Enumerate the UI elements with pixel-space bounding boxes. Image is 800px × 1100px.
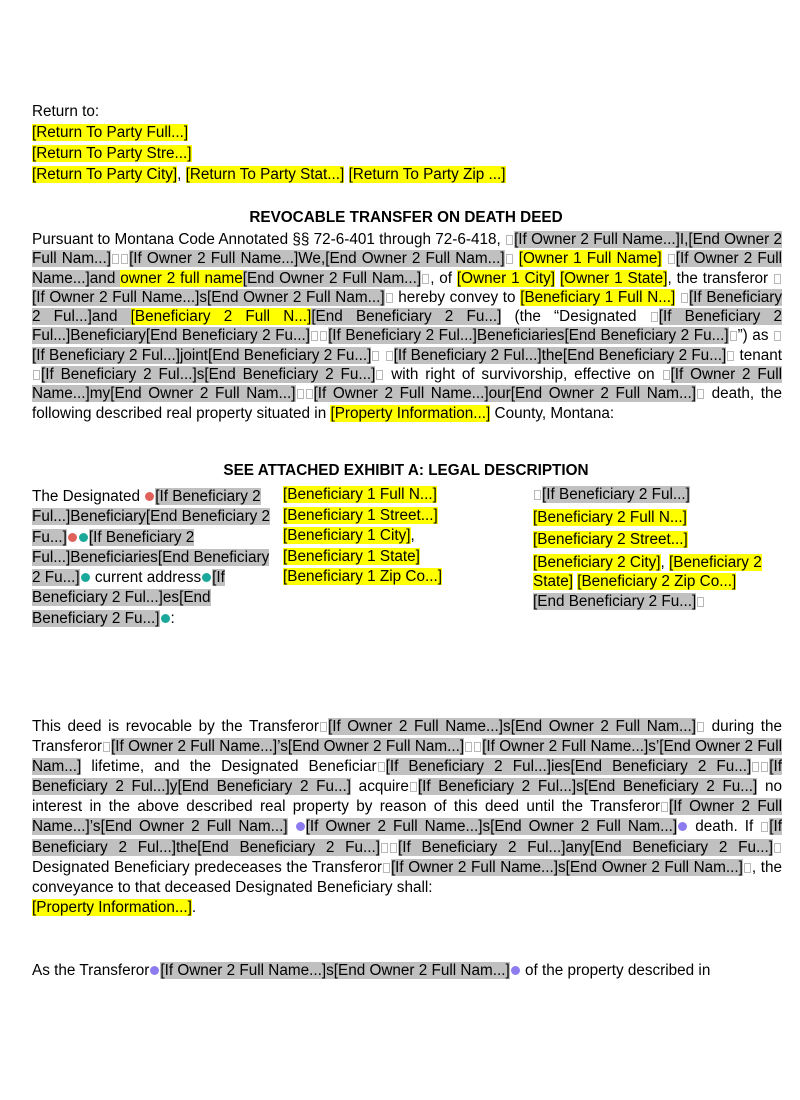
field-marker-icon	[320, 331, 327, 341]
beneficiary1-city-field[interactable]: [Beneficiary 1 City]	[283, 527, 411, 544]
field-dot-icon	[79, 533, 88, 542]
beneficiary2-conditional-field[interactable]: [If Beneficiary 2 Ful...]Beneficiary[End Beneficiary 2 Fu...]	[32, 308, 783, 345]
owner2-conditional-field[interactable]: [If Owner 2 Full Name...]s[End Owner 2 Full Nam...]	[305, 818, 678, 836]
owner2-conditional-field[interactable]: [If Owner 2 Full Name...]s[End Owner 2 Full Nam...]	[32, 288, 385, 306]
field-marker-icon	[744, 863, 751, 873]
owner1-name-field[interactable]: [Owner 1 Full Name]	[518, 250, 662, 268]
beneficiary1-zip-field[interactable]: [Beneficiary 1 Zip Co...]	[283, 568, 442, 585]
owner1-state-field[interactable]: [Owner 1 State]	[559, 269, 668, 287]
owner2-conditional-field[interactable]: [If Owner 2 Full Name...]s[End Owner 2 Full Nam...]	[390, 858, 743, 876]
field-marker-icon	[386, 293, 393, 303]
field-marker-icon	[465, 742, 472, 752]
text: ”) as	[737, 327, 774, 345]
owner1-city-field[interactable]: [Owner 1 City]	[456, 269, 556, 287]
field-marker-icon	[386, 351, 393, 361]
separator: ,	[660, 553, 670, 571]
field-dot-icon	[511, 966, 520, 975]
text: This deed is revocable by the Transferor	[32, 718, 319, 735]
beneficiary2-conditional-field[interactable]: [If Beneficiary 2 Ful...]y[End Beneficiary 2 Fu...]	[32, 758, 782, 796]
field-marker-icon	[727, 351, 734, 361]
exhibit-heading: SEE ATTACHED EXHIBIT A: LEGAL DESCRIPTION	[223, 462, 589, 479]
field-marker-icon	[103, 742, 110, 752]
field-dot-icon	[150, 966, 159, 975]
beneficiary2-zip-field[interactable]: [Beneficiary 2 Zip Co...]	[577, 573, 737, 590]
beneficiary2-name-field[interactable]: [Beneficiary 2 Full N...]	[533, 508, 687, 526]
beneficiary2-conditional-field[interactable]: [If Beneficiary 2 Ful...]and	[32, 288, 783, 326]
designated-beneficiary-label	[32, 487, 277, 629]
field-marker-icon	[774, 274, 781, 284]
field-dot-icon	[145, 492, 154, 501]
transferor-paragraph	[32, 961, 782, 980]
beneficiary2-street-field[interactable]: [Beneficiary 2 Street...]	[533, 531, 688, 548]
beneficiary2-address-block	[533, 485, 783, 612]
text: The Designated	[32, 488, 145, 505]
field-marker-icon	[33, 370, 40, 380]
text: (the “Designated	[501, 308, 650, 326]
text: no interest in the above described real property by reason of this deed until the Transferor	[32, 778, 782, 816]
beneficiary2-conditional-field[interactable]: [If Beneficiary 2 Ful...]Beneficiary[End Beneficiary 2 Fu...]	[32, 488, 271, 546]
field-marker-icon	[681, 293, 688, 303]
owner2-conditional-field[interactable]: [If Owner 2 Full Name...]’s[End Owner 2 Full Nam...]	[111, 738, 465, 756]
return-party-state-field[interactable]: [Return To Party Stat...]	[185, 166, 345, 183]
field-marker-icon	[534, 490, 541, 500]
beneficiary2-conditional-field[interactable]: [If Beneficiary 2 Ful...]	[542, 486, 690, 503]
field-marker-icon	[697, 597, 704, 607]
text: death. If	[688, 818, 761, 836]
field-marker-icon	[774, 843, 781, 853]
property-information-field[interactable]: [Property Information...]	[330, 404, 491, 422]
field-marker-icon	[506, 235, 513, 245]
field-dot-icon	[296, 822, 305, 831]
separator: ,	[410, 527, 415, 544]
beneficiary1-state-field[interactable]: [Beneficiary 1 State]	[283, 547, 420, 565]
owner2-conditional-field[interactable]: [If Owner 2 Full Name...]I,[End Owner 2 Full Nam...]	[32, 231, 782, 268]
field-marker-icon	[474, 742, 481, 752]
text: lifetime, and the Designated Beneficiar	[81, 758, 377, 776]
beneficiary2-conditional-field[interactable]: [If Beneficiary 2 Ful...]Beneficiaries[End Beneficiary 2 Fu...]	[32, 528, 270, 587]
field-marker-icon	[297, 389, 304, 399]
beneficiary1-name-field[interactable]: [Beneficiary 1 Full N...]	[283, 486, 437, 503]
return-party-street-field[interactable]: [Return To Party Stre...]	[32, 145, 192, 162]
field-marker-icon	[410, 782, 417, 792]
return-party-zip-field[interactable]: [Return To Party Zip ...]	[348, 166, 506, 183]
return-to-block	[32, 101, 506, 185]
field-marker-icon	[761, 822, 768, 832]
text: , of	[430, 269, 457, 287]
text: , the transferor	[667, 269, 774, 287]
text: .	[191, 898, 197, 916]
text: As the Transferor	[32, 962, 150, 979]
beneficiary2-conditional-field[interactable]: [If Beneficiary 2 Ful...]the[End Beneficiary 2 Fu...]	[32, 818, 783, 856]
field-marker-icon	[651, 312, 658, 322]
revocability-paragraph	[32, 717, 782, 918]
return-party-name-field[interactable]: [Return To Party Full...]	[32, 124, 189, 141]
beneficiary2-conditional-field[interactable]: [If Beneficiary 2 Ful...]ies[End Beneficiary 2 Fu...]	[385, 758, 752, 776]
beneficiary1-address-block	[283, 485, 523, 588]
field-dot-icon	[68, 533, 77, 542]
field-marker-icon	[752, 762, 759, 772]
beneficiary2-conditional-field[interactable]: [If Beneficiary 2 Ful...]Beneficiaries[End Beneficiary 2 Fu...]	[328, 327, 729, 345]
field-marker-icon	[372, 351, 379, 361]
beneficiary2-conditional-field[interactable]: [End Beneficiary 2 Fu...]	[533, 592, 697, 610]
property-information-field[interactable]: [Property Information...]	[32, 898, 192, 916]
field-marker-icon	[112, 254, 119, 264]
owner2-conditional-field[interactable]: [If Owner 2 Full Name...]s[End Owner 2 Full Nam...]	[160, 962, 510, 979]
field-marker-icon	[422, 274, 429, 284]
beneficiary2-state-field[interactable]: [Beneficiary 2 State]	[533, 553, 762, 590]
field-marker-icon	[378, 762, 385, 772]
text: hereby convey to	[393, 288, 521, 306]
field-marker-icon	[506, 254, 513, 264]
beneficiary2-conditional-field[interactable]: [If Beneficiary 2 Ful...]the[End Beneficiary 2 Fu...]	[393, 346, 727, 364]
text: tenant	[735, 346, 783, 364]
text: , the conveyance to that deceased Designated Beneficiary shall:	[32, 858, 783, 896]
field-marker-icon	[320, 722, 327, 732]
field-marker-icon	[306, 389, 313, 399]
text: :	[170, 609, 175, 627]
field-dot-icon	[202, 573, 211, 582]
text: current address	[90, 569, 202, 587]
field-marker-icon	[668, 254, 675, 264]
beneficiary1-street-field[interactable]: [Beneficiary 1 Street...]	[283, 506, 438, 524]
beneficiary2-conditional-field[interactable]: [If Beneficiary 2 Ful...]any[End Beneficiary 2 Fu...]	[398, 838, 773, 856]
text: Designated Beneficiary predeceases the Transferor	[32, 858, 382, 876]
text: during the Transferor	[32, 718, 782, 756]
beneficiary2-conditional-field[interactable]: [If Beneficiary 2 Ful...]es[End Beneficiary 2 Fu...]	[32, 569, 225, 627]
beneficiary2-conditional-field[interactable]: [End Beneficiary 2 Fu...]	[311, 308, 502, 326]
beneficiary2-city-field[interactable]: [Beneficiary 2 City]	[533, 553, 661, 571]
field-marker-icon	[381, 843, 388, 853]
field-dot-icon	[81, 573, 90, 582]
text: with right of survivorship, effective on	[384, 366, 662, 384]
text: acquire	[351, 778, 409, 796]
field-marker-icon	[697, 389, 704, 399]
owner2-conditional-field[interactable]: [If Owner 2 Full Name...]our[End Owner 2 Full Nam...]	[313, 385, 697, 403]
beneficiary2-name-field[interactable]: [Beneficiary 2 Full N...]	[130, 308, 312, 326]
beneficiary2-conditional-field[interactable]: [If Beneficiary 2 Ful...]joint[End Beneficiary 2 Fu...]	[32, 346, 372, 364]
owner2-conditional-field[interactable]: [If Owner 2 Full Name...]We,[End Owner 2 Full Nam...]	[129, 250, 505, 268]
return-label: Return to:	[32, 103, 100, 120]
owner2-conditional-field[interactable]: [If Owner 2 Full Name...]my[End Owner 2 Full Nam...]	[32, 366, 782, 403]
field-marker-icon	[383, 863, 390, 873]
field-marker-icon	[661, 802, 668, 812]
return-party-city-field[interactable]: [Return To Party City]	[32, 166, 178, 183]
beneficiary2-conditional-field[interactable]: [If Beneficiary 2 Ful...]s[End Beneficiary 2 Fu...]	[417, 778, 758, 796]
owner2-conditional-field[interactable]: [If Owner 2 Full Name...]’s[End Owner 2 Full Nam...]	[32, 798, 782, 836]
field-dot-icon	[161, 614, 170, 623]
owner2-conditional-field[interactable]: [If Owner 2 Full Name...]s’[End Owner 2 Full Nam...]	[32, 738, 782, 776]
text: of the property described in	[520, 962, 711, 979]
owner2-conditional-field[interactable]: [If Owner 2 Full Name...]s[End Owner 2 Full Nam...]	[327, 718, 697, 735]
owner2-conditional-field[interactable]: [If Owner 2 Full Name...]and	[32, 250, 783, 287]
owner2-conditional-field[interactable]: [End Owner 2 Full Nam...]	[242, 269, 422, 287]
field-marker-icon	[663, 370, 670, 380]
beneficiary2-conditional-field[interactable]: [If Beneficiary 2 Ful...]s[End Beneficiary 2 Fu...]	[41, 366, 376, 384]
field-marker-icon	[761, 762, 768, 772]
field-dot-icon	[678, 822, 687, 831]
separator: ,	[177, 166, 186, 183]
field-marker-icon	[390, 843, 397, 853]
text: County, Montana:	[490, 404, 615, 422]
conveyance-paragraph	[32, 230, 782, 423]
field-marker-icon	[774, 331, 781, 341]
text: death, the following described real property situated in	[32, 385, 783, 422]
field-marker-icon	[730, 331, 737, 341]
field-marker-icon	[311, 331, 318, 341]
owner2-name-field[interactable]: owner 2 full name	[120, 269, 243, 287]
deed-title: REVOCABLE TRANSFER ON DEATH DEED	[249, 209, 563, 226]
field-marker-icon	[697, 722, 704, 732]
text: Pursuant to Montana Code Annotated §§ 72-6-401 through 72-6-418,	[32, 231, 506, 248]
field-marker-icon	[121, 254, 128, 264]
beneficiary1-name-field[interactable]: [Beneficiary 1 Full N...]	[520, 288, 676, 306]
field-marker-icon	[376, 370, 383, 380]
